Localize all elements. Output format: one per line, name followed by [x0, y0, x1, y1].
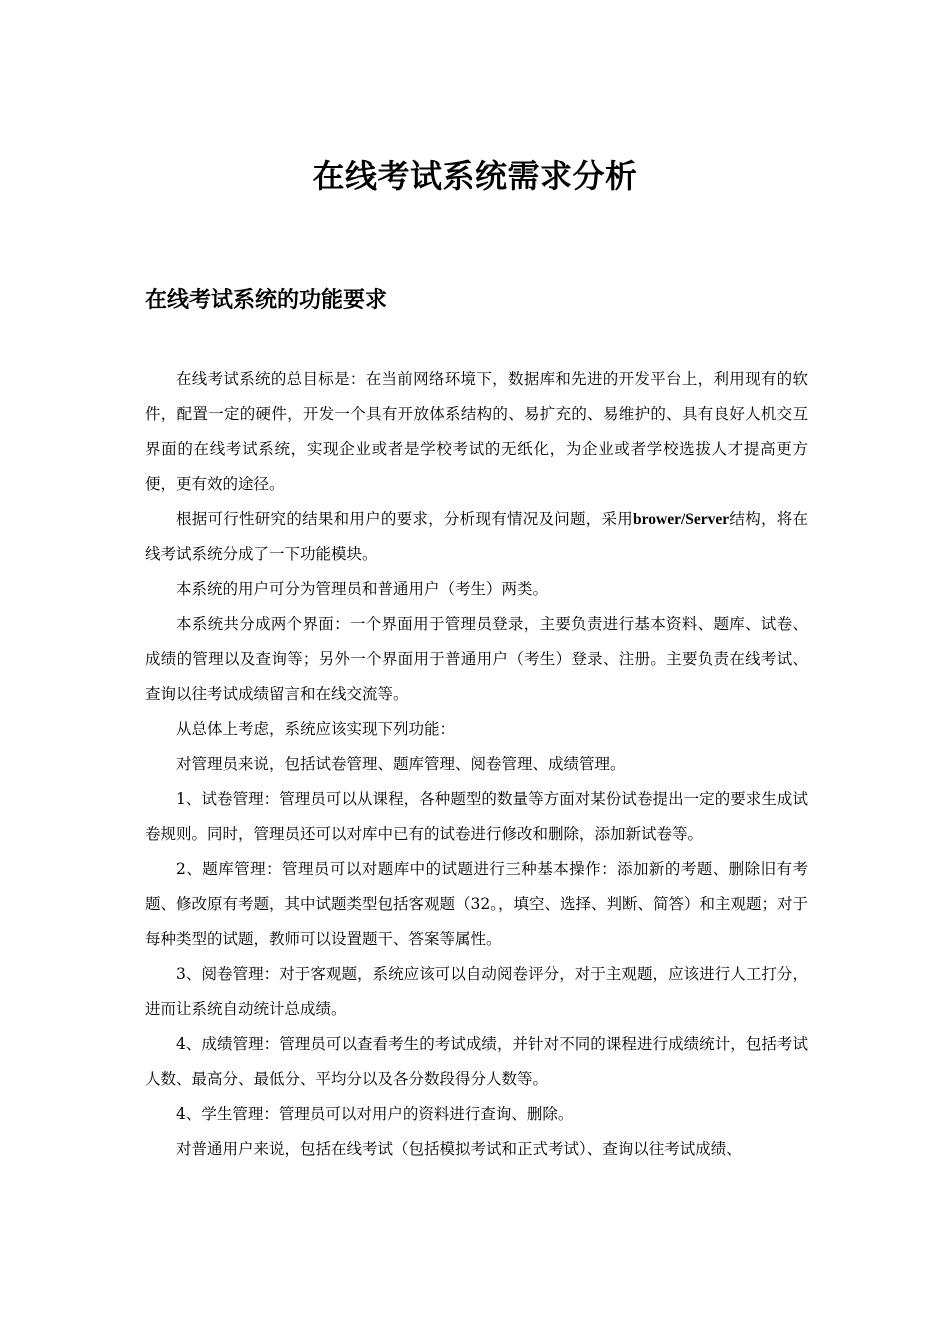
paragraph-grading: 3、阅卷管理：对于客观题，系统应该可以自动阅卷评分，对于主观题，应该进行人工打分，进而让系统自动统计总成绩。	[145, 965, 808, 1018]
paragraph-architecture-text-start: 根据可行性研究的结果和用户的要求，分析现有情况及问题，采用	[176, 510, 634, 528]
paragraph-interfaces: 本系统共分成两个界面：一个界面用于管理员登录，主要负责进行基本资料、题库、试卷、成绩的管理以及查询等；另外一个界面用于普通用户（考生）登录、注册。主要负责在线考试、查询以往考试成绩留言和在线交流等。	[145, 615, 808, 703]
paragraph-student-management: 4、学生管理：管理员可以对用户的资料进行查询、删除。	[176, 1105, 574, 1123]
paragraph-architecture	[145, 502, 808, 572]
paragraph-admin-functions: 对管理员来说，包括试卷管理、题库管理、阅卷管理、成绩管理。	[176, 755, 626, 773]
paragraph-question-bank: 2、题库管理：管理员可以对题库中的试题进行三种基本操作：添加新的考题、删除旧有考题、修改原有考题，其中试题类型包括客观题（32。，填空、选择、判断、简答）和主观题；对于每种类型的试题，教师可以设置题干、答案等属性。	[145, 860, 808, 948]
document-title: 在线考试系统需求分析	[312, 157, 638, 195]
paragraph-overview: 在线考试系统的总目标是：在当前网络环境下，数据库和先进的开发平台上，利用现有的软件，配置一定的硬件，开发一个具有开放体系结构的、易扩充的、易维护的、具有良好人机交互界面的在线考试系统，实现企业或者是学校考试的无纸化，为企业或者学校选拔人才提高更方便，更有效的途径。	[145, 370, 808, 493]
paragraph-score-management: 4、成绩管理：管理员可以查看考生的考试成绩，并针对不同的课程进行成绩统计，包括考试人数、最高分、最低分、平均分以及各分数段得分人数等。	[145, 1035, 808, 1088]
architecture-term: brower/Server	[633, 511, 730, 528]
paragraph-functions-intro: 从总体上考虑，系统应该实现下列功能：	[176, 720, 456, 738]
section-heading: 在线考试系统的功能要求	[145, 288, 388, 313]
paragraph-user-types: 本系统的用户可分为管理员和普通用户（考生）两类。	[176, 580, 549, 598]
document-body	[145, 362, 808, 1167]
paragraph-architecture-text-end: 结构，将在线考试系统分成了一下功能模块。	[145, 510, 808, 563]
paragraph-user-functions: 对普通用户来说，包括在线考试（包括模拟考试和正式考试）、查询以往考试成绩、	[176, 1140, 742, 1158]
paragraph-paper-management: 1、试卷管理：管理员可以从课程，各种题型的数量等方面对某份试卷提出一定的要求生成试卷规则。同时，管理员还可以对库中已有的试卷进行修改和删除，添加新试卷等。	[145, 790, 808, 843]
